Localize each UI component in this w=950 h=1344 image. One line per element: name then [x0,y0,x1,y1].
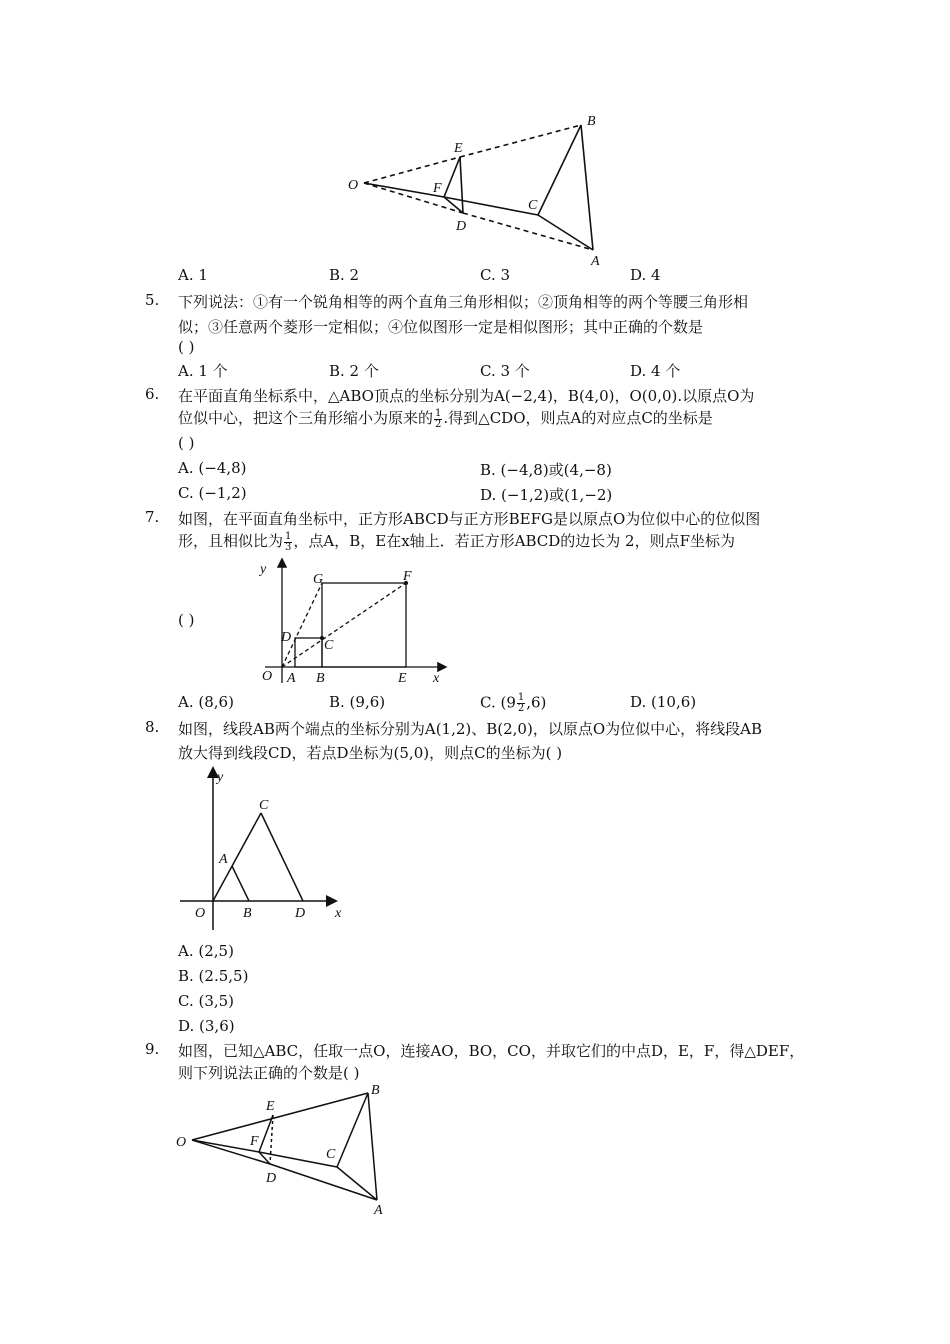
q4-label-c: C [528,198,538,213]
q9-line-bc [337,1093,368,1167]
q9-label-c: C [326,1147,336,1162]
q6-line2-start: 位似中心，把这个三角形缩小为原来的 [178,409,434,427]
q7-label-g: G [313,572,324,587]
q8-label-o: O [195,906,206,921]
q7-text-line2 [178,530,735,553]
q8-option-c[interactable]: C. (3,5) [178,992,235,1010]
q6-fraction: $\frac{1}{2}$ [435,407,442,430]
q5-text-line2: 似；③任意两个菱形一定相似；④位似图形一定是相似图形；其中正确的个数是 [178,318,704,336]
q4-line-of [364,183,444,197]
q7-line-of [282,583,406,667]
q9-figure [170,1078,400,1218]
q7-fraction: $\frac{1}{3}$ [285,530,292,553]
q9-label-o: O [176,1135,187,1150]
q4-option-a[interactable]: A. 1 [178,266,208,284]
q9-line-ob [192,1093,368,1140]
q4-label-a: A [591,254,600,269]
q5-option-a[interactable]: A. 1 个 [178,362,228,380]
q4-label-b: B [587,114,596,129]
q4-line-oe [364,157,460,183]
q8-number: 8. [145,718,160,736]
q7-answer-blank[interactable]: ( ) [178,611,195,629]
q7-option-c-fraction: $\frac{1}{2}$ [517,692,525,714]
q7-label-b: B [316,671,325,686]
q8-option-a[interactable]: A. (2,5) [178,942,234,960]
q7-label-c: C [324,638,334,653]
q6-text-line1: 在平面直角坐标系中，△ABO顶点的坐标分别为A(−2,4)，B(4,0)，O(0,0).以原点O为 [178,387,755,405]
q5-answer-blank[interactable]: ( ) [178,338,195,356]
q7-label-x: x [433,671,440,686]
q8-text-line2: 放大得到线段CD，若点D坐标为(5,0)，则点C的坐标为( ) [178,744,563,762]
q4-label-e: E [454,141,463,156]
q6-answer-blank[interactable]: ( ) [178,434,195,452]
q4-label-d: D [456,219,467,234]
q9-label-a: A [374,1203,383,1218]
q9-label-b: B [371,1083,380,1098]
q7-figure [255,555,455,690]
q8-figure [175,765,360,935]
q4-option-c[interactable]: C. 3 [480,266,511,284]
q4-line-da [463,213,593,250]
q8-text-line1: 如图，线段AB两个端点的坐标分别为A(1,2)、B(2,0)，以原点O为位似中心，将线段AB [178,720,762,738]
q9-line-da [270,1164,377,1200]
q5-number: 5. [145,291,160,309]
q9-line-ca [337,1167,377,1200]
q6-text-line2 [178,407,713,430]
q7-text-line1: 如图，在平面直角坐标中，正方形ABCD与正方形BEFG是以原点O为位似中心的位似图 [178,510,761,528]
q9-text-line2: 则下列说法正确的个数是( ) [178,1064,360,1082]
q8-label-b: B [243,906,252,921]
q6-option-a[interactable]: A. (−4,8) [178,459,247,477]
q7-line2-start: 形，且相似比为 [178,532,284,550]
q8-label-d: D [295,906,306,921]
q6-option-c[interactable]: C. (−1,2) [178,484,247,502]
q7-option-a[interactable]: A. (8,6) [178,693,234,711]
q7-label-f: F [403,569,412,584]
q6-option-b[interactable]: B. (−4,8)或(4,−8) [480,461,612,479]
q7-line2-end: ，点A，B，E在x轴上．若正方形ABCD的边长为 2，则点F坐标为 [293,532,736,550]
q9-label-d: D [266,1171,277,1186]
q4-line-fc [444,197,538,215]
q4-label-f: F [433,181,442,196]
q9-number: 9. [145,1040,160,1058]
q4-line-ef [444,157,460,197]
q7-line-og [282,583,322,667]
q7-label-e: E [398,671,407,686]
q4-option-d[interactable]: D. 4 [630,266,661,284]
q8-option-b[interactable]: B. (2.5,5) [178,967,249,985]
q4-line-ba [581,125,593,250]
q9-label-f: F [250,1134,259,1149]
q7-label-a: A [287,671,296,686]
q7-label-y: y [260,562,267,577]
q6-number: 6. [145,385,160,403]
q7-option-b[interactable]: B. (9,6) [329,693,386,711]
q5-option-d[interactable]: D. 4 个 [630,362,681,380]
q5-text-line1: 下列说法：①有一个锐角相等的两个直角三角形相似；②顶角相等的两个等腰三角形相 [178,293,749,311]
q7-square-befg [322,583,406,667]
q7-option-c[interactable]: C. (9 $\frac{1}{2}$ ,6) [480,692,547,714]
q4-figure [340,105,610,270]
q4-line-eb [460,125,581,157]
q5-option-b[interactable]: B. 2 个 [329,362,379,380]
q4-option-b[interactable]: B. 2 [329,266,360,284]
q4-label-o: O [348,178,359,193]
q8-label-y: y [217,770,224,785]
q8-option-d[interactable]: D. (3,6) [178,1017,235,1035]
q8-line-ab [232,866,249,901]
q9-line-ba [368,1093,377,1200]
q9-label-e: E [266,1099,275,1114]
q4-line-bc [538,125,581,215]
q7-option-d[interactable]: D. (10,6) [630,693,697,711]
q7-label-o: O [262,669,273,684]
q7-number: 7. [145,508,160,526]
q5-option-c[interactable]: C. 3 个 [480,362,530,380]
q8-label-a: A [219,852,228,867]
q8-label-c: C [259,798,269,813]
q6-line2-end: .得到△CDO，则点A的对应点C的坐标是 [443,409,713,427]
q8-line-cd [261,813,303,901]
q9-text-line1: 如图，已知△ABC，任取一点O，连接AO，BO，CO，并取它们的中点D，E，F，得△DEF， [178,1042,805,1060]
q4-line-ca [538,215,593,250]
q6-option-d[interactable]: D. (−1,2)或(1,−2) [480,486,613,504]
q8-label-x: x [335,906,342,921]
q7-label-d: D [281,630,292,645]
q4-line-ed [460,157,463,213]
